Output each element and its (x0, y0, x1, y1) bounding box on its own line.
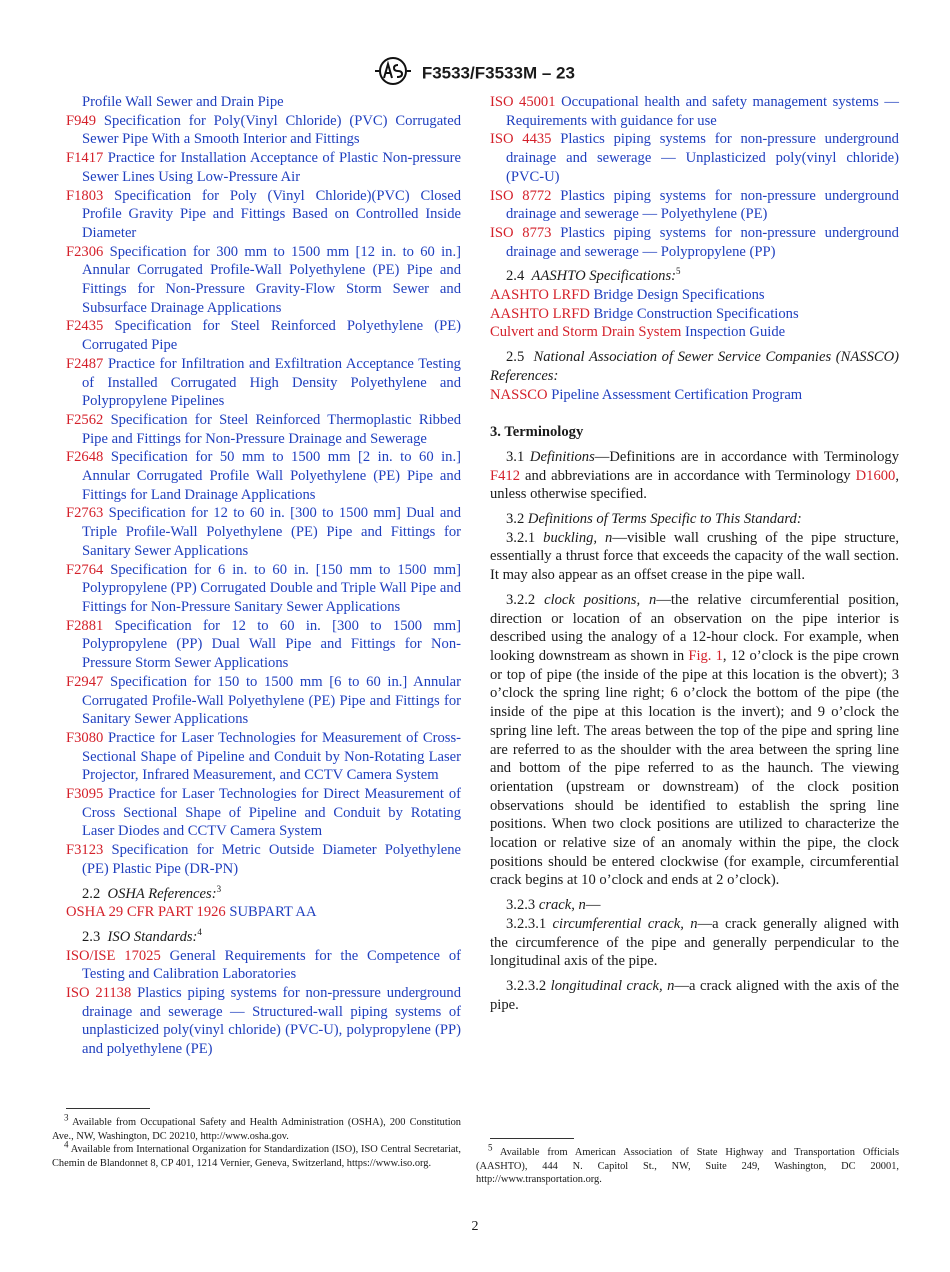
reference-item[interactable] (490, 130, 899, 186)
reference-title[interactable]: Practice for Installation Acceptance of Plastic Non-pressure Sewer Lines Using Low-Pressure Air (82, 150, 462, 185)
paragraph-3-1: 3.1 Definitions—Definitions are in accordance with Terminology F412 and abbreviations are in accordance with Terminology D1600, unless otherwise specified. (490, 448, 900, 503)
reference-code[interactable]: F2306 (66, 243, 104, 260)
reference-code[interactable]: F2562 (66, 411, 104, 428)
reference-code[interactable]: ISO 8773 (490, 224, 552, 241)
nassco-section-heading: 2.5 National Association of Sewer Service Companies (NASSCO) References: (490, 349, 900, 384)
footnote: $^3$ Available from Occupational Safety and Health Administration (OSHA), 200 Constitution Ave., NW, Washington, DC 20210, http://www.osha.gov. (52, 1112, 461, 1142)
reference-item[interactable] (490, 187, 899, 224)
page-number: 2 (471, 1219, 479, 1234)
reference-code[interactable]: ISO 21138 (66, 985, 132, 1002)
reference-title[interactable]: Specification for Poly(Vinyl Chloride) (PVC) Corrugated Sewer Pipe With a Smooth Interior and Fittings (82, 112, 461, 148)
reference-item[interactable] (66, 355, 461, 411)
reference-item[interactable] (66, 947, 461, 984)
terminology-heading: 3. Terminology (490, 424, 584, 441)
reference-title[interactable]: Specification for 12 to 60 in. [300 to 1500 mm] Polypropylene (PP) Dual Wall Pipe and Fittings for Non-Pressure Storm Sewer Applications (82, 617, 461, 672)
document-designation: F3533/F3533M – 23 (421, 63, 575, 83)
reference-title[interactable]: Specification for 150 to 1500 mm [6 to 60 in.] Annular Corrugated Profile-Wall Polyethylene (PE) Pipe and Fittings for Sanitary Sewer Applications (82, 673, 461, 728)
reference-code[interactable]: F3123 (66, 842, 104, 859)
reference-item[interactable] (66, 785, 461, 841)
reference-code[interactable]: F2435 (66, 318, 104, 335)
reference-code[interactable]: AASHTO LRFD (490, 287, 590, 304)
paragraph-3-2-3: 3.2.3 crack, n— (506, 897, 601, 914)
reference-title[interactable]: Practice for Laser Technologies for Direct Measurement of Cross Sectional Shape of Pipeline and Conduit by Rotating Laser Diodes and CCTV Camera System (82, 786, 461, 840)
reference-code[interactable]: F3080 (66, 729, 104, 746)
iso-references-list (66, 947, 461, 1059)
reference-title[interactable]: Plastics piping systems for non-pressure underground drainage and sewerage — Structured-wall piping systems of unplasticized poly(vinyl chloride) (PVC-U), polypropylene (PP) and polyethylene (PE) (82, 985, 461, 1058)
reference-item[interactable] (490, 224, 899, 261)
iso-references-list-continued (490, 93, 899, 261)
reference-title[interactable]: Specification for Steel Reinforced Polyethylene (PE) Corrugated Pipe (82, 318, 461, 354)
reference-item[interactable] (66, 841, 461, 878)
reference-item[interactable] (66, 187, 461, 243)
d1600-link[interactable]: D1600 (855, 467, 896, 484)
reference-item[interactable] (490, 305, 899, 324)
reference-title[interactable]: Practice for Infiltration and Exfiltration Acceptance Testing of Installed Corrugated High Density Polyethylene and Polypropylene Pipelines (82, 355, 461, 410)
reference-code[interactable]: F2947 (66, 673, 104, 690)
reference-item[interactable] (66, 673, 461, 729)
right-column (490, 93, 899, 1014)
reference-item[interactable] (490, 93, 899, 130)
reference-item[interactable] (490, 286, 899, 305)
aashto-references-list (490, 286, 899, 342)
f412-link[interactable]: F412 (490, 467, 521, 484)
paragraph-3-2-1: 3.2.1 buckling, n—visible wall crushing of the pipe structure, essentially a thrust force that exceeds the capacity of the wall section. It may also appear as an offset crease in the pipe wall. (490, 529, 899, 584)
fig-1-link[interactable]: Fig. 1 (688, 647, 723, 664)
reference-item[interactable] (66, 729, 461, 785)
reference-title[interactable]: Bridge Design Specifications (593, 287, 765, 304)
reference-item[interactable] (66, 411, 461, 448)
reference-code[interactable]: ISO 4435 (490, 131, 552, 148)
reference-title[interactable]: Specification for 6 in. to 60 in. [150 mm to 1500 mm] Polypropylene (PP) Corrugated Double and Triple Wall Pipe and Fittings for Non-Pressure Sanitary Sewer Applications (82, 561, 461, 615)
reference-code[interactable]: ISO 8772 (490, 187, 552, 204)
reference-code[interactable]: AASHTO LRFD (490, 305, 590, 322)
reference-title[interactable]: Practice for Laser Technologies for Measurement of Cross-Sectional Shape of Pipeline and Conduit by Non-Rotating Laser Projector, Infrared Measurement, and CCTV Camera System (82, 729, 461, 784)
reference-title[interactable]: Specification for Metric Outside Diameter Polyethylene (PE) Plastic Pipe (DR-PN) (82, 842, 461, 877)
reference-title[interactable]: General Requirements for the Competence of Testing and Calibration Laboratories (82, 947, 461, 983)
footnote: $^4$ Available from International Organization for Standardization (ISO), ISO Central Secretariat, Chemin de Blandonnet 8, CP 401, 1214 Vernier, Geneva, Switzerland, https://www.iso.org. (52, 1139, 461, 1169)
astm-logo-icon (375, 56, 411, 91)
footnotes-left (52, 1112, 461, 1170)
reference-code[interactable]: F3095 (66, 786, 104, 803)
footnote-rule-left (66, 1108, 150, 1109)
reference-code[interactable]: ISO 45001 (490, 94, 556, 110)
reference-title[interactable]: Profile Wall Sewer and Drain Pipe (82, 94, 284, 110)
reference-item[interactable] (66, 504, 461, 560)
paragraph-3-2-3-2: 3.2.3.2 longitudinal crack, n—a crack aligned with the axis of the pipe. (490, 977, 899, 1013)
reference-code[interactable]: F2764 (66, 561, 104, 578)
reference-title[interactable]: Bridge Construction Specifications (593, 305, 799, 322)
reference-code[interactable]: F2881 (66, 617, 104, 634)
aashto-section-heading: 2.4 AASHTO Specifications:$^5$ (506, 266, 681, 285)
footnote-rule-right (490, 1138, 574, 1139)
reference-item[interactable] (66, 243, 461, 318)
reference-title[interactable]: Specification for Steel Reinforced Thermoplastic Ribbed Pipe and Fittings for Non-Pressure Drainage and Sewerage (82, 411, 461, 447)
reference-item[interactable] (66, 984, 461, 1059)
nassco-reference[interactable]: NASSCO Pipeline Assessment Certification Program (490, 386, 803, 403)
reference-code[interactable]: F949 (66, 112, 97, 129)
footnote: $^5$ Available from American Association of State Highway and Transportation Officials (AASHTO), 444 N. Capitol St., NW, Suite 249, Washington, DC 20001, http://www.transportation.org. (476, 1142, 899, 1185)
reference-item[interactable] (66, 617, 461, 673)
reference-code[interactable]: F1417 (66, 150, 104, 167)
reference-title[interactable]: Specification for 300 mm to 1500 mm [12 in. to 60 in.] Annular Corrugated Profile-Wall Polyethylene (PE) Pipe and Fittings for Non-Pressure Gravity-Flow Storm Sewer and Subsurface Drainage Applications (82, 243, 461, 316)
reference-code[interactable]: F2487 (66, 355, 104, 372)
osha-section-heading: 2.2 OSHA References:$^3$ (82, 883, 222, 902)
paragraph-3-2: 3.2 Definitions of Terms Specific to This Standard: (506, 511, 802, 528)
reference-title[interactable]: Occupational health and safety management systems — Requirements with guidance for use (506, 94, 899, 129)
reference-title[interactable]: Plastics piping systems for non-pressure underground drainage and sewerage — Polyethylene (PE) (506, 187, 899, 223)
reference-code[interactable]: F2763 (66, 505, 104, 522)
iso-section-heading: 2.3 ISO Standards:$^4$ (82, 927, 202, 945)
footnotes-right (476, 1142, 899, 1187)
osha-reference[interactable]: OSHA 29 CFR PART 1926 SUBPART AA (66, 904, 317, 921)
reference-title[interactable]: Specification for Poly (Vinyl Chloride)(PVC) Closed Profile Gravity Pipe and Fittings Based on Controlled Inside Diameter (82, 187, 461, 241)
reference-title[interactable]: Plastics piping systems for non-pressure underground drainage and sewerage — Unplasticized poly(vinyl chloride) (PVC-U) (506, 131, 899, 185)
left-column (66, 93, 461, 1059)
reference-item[interactable] (66, 93, 461, 112)
reference-item[interactable] (66, 561, 461, 617)
reference-code[interactable]: ISO/ISE 17025 (66, 947, 161, 964)
reference-title[interactable]: Specification for 50 mm to 1500 mm [2 in. to 60 in.] Annular Corrugated Profile Wall Polyethylene (PE) Pipe and Fittings for Land Drainage Applications (82, 449, 461, 503)
reference-title[interactable]: Plastics piping systems for non-pressure underground drainage and sewerage — Polypropylene (PP) (506, 224, 899, 260)
reference-code[interactable]: Culvert and Storm Drain System (490, 324, 682, 341)
reference-item[interactable] (66, 149, 461, 186)
reference-code[interactable]: F1803 (66, 187, 104, 204)
reference-code[interactable]: F2648 (66, 449, 104, 466)
paragraph-3-2-3-1: 3.2.3.1 circumferential crack, n—a crack generally aligned with the circumference of the pipe and generally perpendicular to the longitudinal axis of the pipe. (490, 915, 899, 970)
paragraph-3-2-2: 3.2.2 clock positions, n—the relative circumferential position, direction or location of an observation on the pipe interior is described using the analogy of a 12-hour clock. For example, when looking downstream as shown in Fig. 1, 12 o’clock is the pipe crown or top of pipe (the inside of the pipe at this location is the obvert); 3 o’clock the spring line right; 6 o’clock the bottom of the pipe (the inside of the pipe at this location is the invert); and 9 o’clock the spring line left. The areas between the top of the pipe and spring line are referred to as the shoulder with the area between the spring line and bottom of the pipe referred to as the haunch. The viewing orientation (upstream or downstream) of the clock position observations should be identified to establish the spring line positions. When two clock positions are utilized to characterize the location or relative size of an anomaly within the pipe, the clock positions should be entered clockwise (for example, circumferential crack begins at 10 o’clock and ends at 2 o’clock). (490, 591, 899, 889)
referenced-documents-list (66, 93, 461, 879)
page-header (0, 56, 950, 91)
reference-item[interactable] (66, 317, 461, 354)
reference-title[interactable]: Specification for 12 to 60 in. [300 to 1500 mm] Dual and Triple Profile-Wall Polyethylene (PE) Pipe and Fittings for Sanitary Sewer Applications (82, 505, 461, 559)
reference-item[interactable] (66, 112, 461, 149)
reference-title[interactable]: Inspection Guide (684, 324, 786, 341)
reference-item[interactable] (66, 448, 461, 504)
reference-item[interactable] (490, 323, 899, 342)
